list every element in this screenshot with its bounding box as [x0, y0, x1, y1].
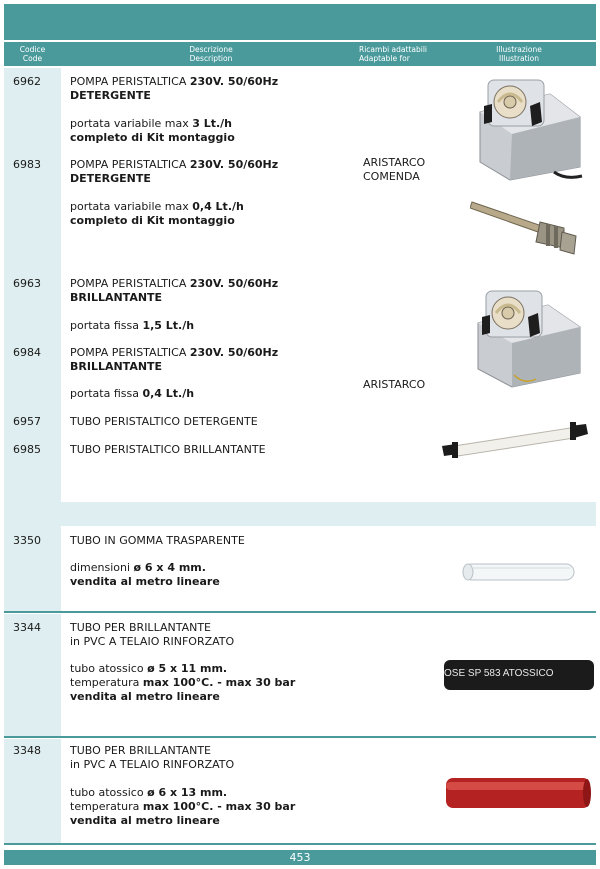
transparent-hose-icon [458, 560, 580, 586]
item-detail: portata fissa 1,5 Lt./h [70, 319, 195, 332]
item-subtitle: in PVC A TELAIO RINFORZATO [70, 758, 235, 771]
item-title: POMPA PERISTALTICA 230V. 50/60Hz [70, 277, 279, 290]
item-detail: temperatura max 100°C. - max 30 bar [70, 676, 296, 689]
item-detail: dimensioni ø 6 x 4 mm. [70, 561, 206, 574]
section-divider [4, 736, 596, 738]
item-code: 6984 [13, 346, 41, 359]
separator-band [4, 502, 596, 526]
item-code: 3348 [13, 744, 41, 757]
item-code: 6962 [13, 75, 41, 88]
header-adaptable: Ricambi adattabili Adaptable for [359, 45, 427, 63]
section-divider [4, 611, 596, 613]
section-divider [4, 843, 596, 845]
item-title: TUBO PERISTALTICO BRILLANTANTE [70, 443, 266, 456]
header-illustration: Illustrazione Illustration [496, 45, 542, 63]
injection-nozzle-icon [470, 198, 580, 260]
item-code: 3350 [13, 534, 41, 547]
item-code: 3344 [13, 621, 41, 634]
item-detail: portata fissa 0,4 Lt./h [70, 387, 195, 400]
item-code: 6963 [13, 277, 41, 290]
item-detail: vendita al metro lineare [70, 690, 220, 703]
item-detail: vendita al metro lineare [70, 814, 220, 827]
item-subtitle: DETERGENTE [70, 172, 151, 185]
item-detail: completo di Kit montaggio [70, 214, 235, 227]
header-description: Descrizione Description [189, 45, 233, 63]
page-number: 453 [289, 851, 311, 864]
item-title: TUBO IN GOMMA TRASPARENTE [70, 534, 245, 547]
top-band [4, 4, 596, 40]
peristaltic-pump-icon [470, 285, 590, 390]
item-detail: temperatura max 100°C. - max 30 bar [70, 800, 296, 813]
black-hose-icon [444, 660, 594, 690]
item-subtitle: in PVC A TELAIO RINFORZATO [70, 635, 235, 648]
adaptable-for: ARISTARCO [363, 378, 426, 391]
footer-band [4, 850, 596, 865]
item-detail: vendita al metro lineare [70, 575, 220, 588]
adaptable-for: ARISTARCO [363, 156, 426, 169]
item-detail: tubo atossico ø 5 x 11 mm. [70, 662, 228, 675]
table-header [4, 42, 596, 66]
item-detail: portata variabile max 3 Lt./h [70, 117, 233, 130]
peristaltic-pump-icon [470, 72, 590, 182]
item-title: POMPA PERISTALTICA 230V. 50/60Hz [70, 158, 279, 171]
item-title: TUBO PER BRILLANTANTE [70, 621, 211, 634]
item-title: TUBO PER BRILLANTANTE [70, 744, 211, 757]
item-title: TUBO PERISTALTICO DETERGENTE [70, 415, 258, 428]
item-detail: tubo atossico ø 6 x 13 mm. [70, 786, 228, 799]
item-code: 6985 [13, 443, 41, 456]
item-code: 6983 [13, 158, 41, 171]
item-title: POMPA PERISTALTICA 230V. 50/60Hz [70, 75, 279, 88]
item-detail: completo di Kit montaggio [70, 131, 235, 144]
peristaltic-tube-icon [440, 416, 596, 464]
adaptable-for: COMENDA [363, 170, 420, 183]
item-subtitle: DETERGENTE [70, 89, 151, 102]
item-detail: portata variabile max 0,4 Lt./h [70, 200, 244, 213]
hose-print: OSE SP 583 ATOSSICO [444, 668, 554, 679]
item-subtitle: BRILLANTANTE [70, 360, 163, 373]
item-subtitle: BRILLANTANTE [70, 291, 163, 304]
item-title: POMPA PERISTALTICA 230V. 50/60Hz [70, 346, 279, 359]
red-hose-icon [444, 776, 594, 810]
item-code: 6957 [13, 415, 41, 428]
header-code: Codice Code [19, 45, 46, 63]
